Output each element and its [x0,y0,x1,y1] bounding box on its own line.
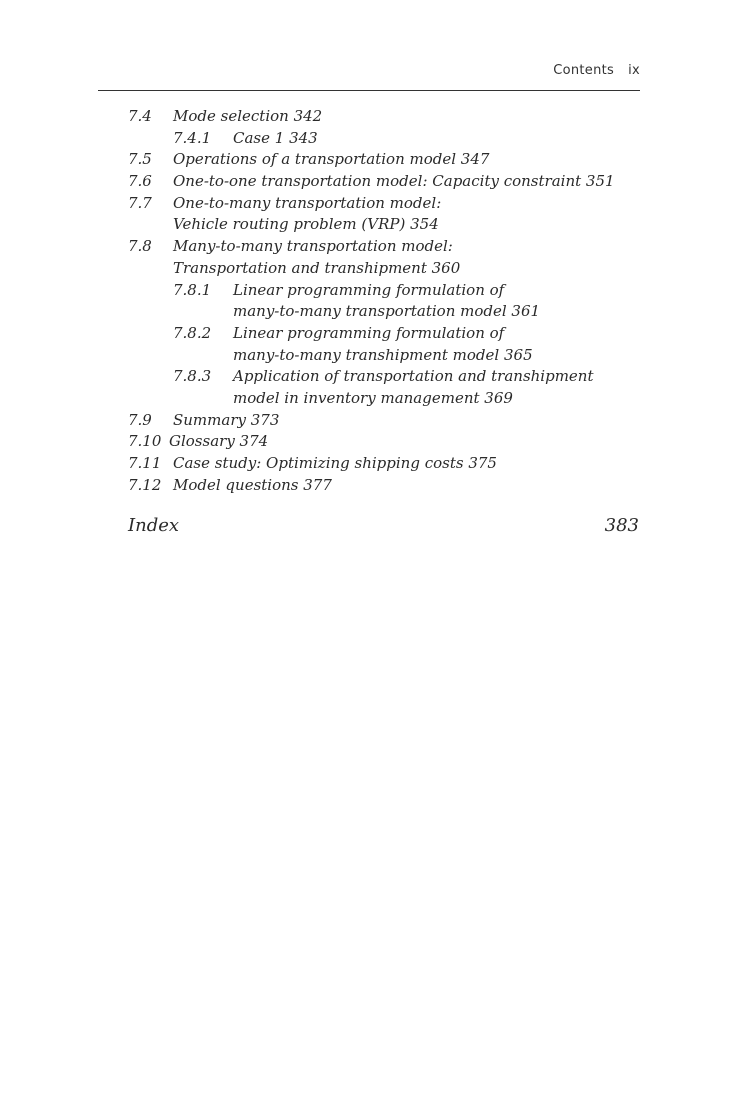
toc-subentry-number: 7.8.1 [173,280,212,299]
toc-entry-continuation[interactable] [128,214,638,236]
toc-entry[interactable] [128,475,638,497]
toc-entry[interactable] [128,410,638,432]
header-rule [98,90,640,91]
toc-subentry[interactable] [128,323,638,345]
toc-entry-title: Model questions 377 [173,475,332,494]
toc-subentry-number: 7.8.2 [173,323,212,342]
toc-entry-title: Case study: Optimizing shipping costs 375 [173,454,497,472]
toc-subentry-title: Linear programming formulation of [233,323,505,342]
toc-entry[interactable] [128,236,638,258]
toc-entry-number: 7.10 [128,432,162,451]
toc-entry-number: 7.12 [128,475,162,494]
index-page-number: 383 [604,515,639,536]
index-label: Index [128,515,180,536]
toc-entry[interactable] [128,106,638,128]
toc-entry-title: One-to-one transportation model: Capacity constraint 351 [173,172,615,191]
toc-entry-title: Many-to-many transportation model: [173,237,453,256]
toc-entry[interactable] [128,171,638,193]
index-entry[interactable] [128,513,639,539]
toc-subentry-continuation[interactable] [128,388,638,410]
toc-subentry[interactable] [128,366,638,388]
toc-entry-title: Summary 373 [173,410,280,429]
toc-subentry-title-continued: many-to-many transhipment model 365 [233,345,533,364]
toc-entry-continuation[interactable] [128,258,638,280]
running-head [553,63,640,78]
toc-entry[interactable] [128,149,638,171]
toc-entry-number: 7.9 [128,410,152,429]
toc-subentry-title-continued: many-to-many transportation model 361 [233,302,541,321]
toc-subentry-title: Case 1 343 [233,128,318,147]
toc-entry-number: 7.6 [128,172,152,191]
toc-subentry-title: Linear programming formulation of [233,280,505,299]
toc-subentry-continuation[interactable] [128,301,638,323]
running-head-label: Contents [553,63,615,78]
toc-subentry-title: Application of transportation and transhipment [233,367,594,386]
toc-entry[interactable] [128,193,638,215]
toc-entry[interactable] [128,453,638,475]
toc-subentry[interactable] [128,280,638,302]
toc-entry-number: 7.4 [128,107,152,125]
toc-subentry-number: 7.4.1 [173,128,212,147]
page-number: ix [628,63,640,78]
toc-entry-title: Glossary 374 [169,432,269,451]
toc-entry-title-continued: Transportation and transhipment 360 [173,258,461,277]
toc-entry-title-continued: Vehicle routing problem (VRP) 354 [173,215,439,234]
toc-entry-title: Mode selection 342 [173,107,323,125]
toc-entry-number: 7.7 [128,193,152,212]
toc-subentry-number: 7.8.3 [173,367,212,386]
toc-entry[interactable] [128,431,638,453]
toc-subentry-continuation[interactable] [128,345,638,367]
toc-subentry[interactable] [128,128,638,150]
toc-entry-number: 7.5 [128,150,152,169]
toc-entry-title: Operations of a transportation model 347 [173,150,490,169]
toc-subentry-title-continued: model in inventory management 369 [233,388,513,407]
toc-entry-title: One-to-many transportation model: [173,193,442,212]
toc-entry-number: 7.11 [128,454,162,472]
toc-entry-number: 7.8 [128,237,152,256]
table-of-contents [128,106,638,496]
